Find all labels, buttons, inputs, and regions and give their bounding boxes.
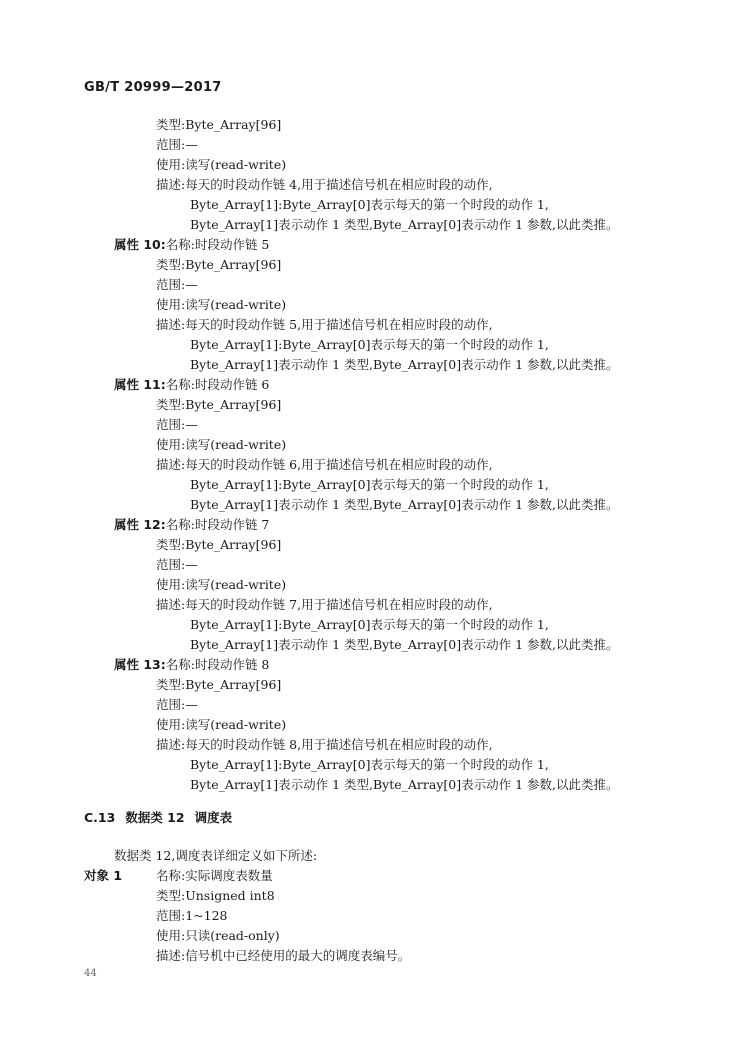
attr12-type: 类型:Byte_Array[96] xyxy=(156,537,282,552)
attr11-desc-line2: Byte_Array[1]:Byte_Array[0]表示每天的第一个时段的动作 1, xyxy=(190,477,549,492)
attr10-label: 属性 10: xyxy=(114,237,166,252)
section-number: C.13 xyxy=(84,810,116,825)
attr12-desc: 描述:每天的时段动作链 7,用于描述信号机在相应时段的动作, xyxy=(156,597,493,612)
attr13-label: 属性 13: xyxy=(114,657,166,672)
standard-header: GB/T 20999—2017 xyxy=(84,80,222,95)
object1-type: 类型:Unsigned int8 xyxy=(156,888,275,903)
attr10-type: 类型:Byte_Array[96] xyxy=(156,257,282,272)
attr13-type: 类型:Byte_Array[96] xyxy=(156,677,282,692)
page-number: 44 xyxy=(84,968,97,979)
attr10-desc-line2: Byte_Array[1]:Byte_Array[0]表示每天的第一个时段的动作 1, xyxy=(190,337,549,352)
attr12-label: 属性 12: xyxy=(114,517,166,532)
attr9-desc-line2: Byte_Array[1]:Byte_Array[0]表示每天的第一个时段的动作 1, xyxy=(190,197,549,212)
attr9-desc: 描述:每天的时段动作链 4,用于描述信号机在相应时段的动作, xyxy=(156,177,493,192)
attr10-desc: 描述:每天的时段动作链 5,用于描述信号机在相应时段的动作, xyxy=(156,317,493,332)
object1-name: 名称:实际调度表数量 xyxy=(156,868,273,883)
attr9-desc-line3: Byte_Array[1]表示动作 1 类型,Byte_Array[0]表示动作 1 参数,以此类推。 xyxy=(190,217,619,232)
attr11-heading xyxy=(114,377,269,393)
attr13-usage: 使用:读写(read-write) xyxy=(156,717,287,732)
attr13-desc: 描述:每天的时段动作链 8,用于描述信号机在相应时段的动作, xyxy=(156,737,493,752)
attr13-heading xyxy=(114,657,269,673)
section-name: 数据类 12 xyxy=(125,810,185,825)
object1-usage: 使用:只读(read-only) xyxy=(156,928,280,943)
attr12-desc-line2: Byte_Array[1]:Byte_Array[0]表示每天的第一个时段的动作 1, xyxy=(190,617,549,632)
attr12-desc-line3: Byte_Array[1]表示动作 1 类型,Byte_Array[0]表示动作 1 参数,以此类推。 xyxy=(190,637,619,652)
object1-label: 对象 1 xyxy=(84,868,123,883)
attr11-desc: 描述:每天的时段动作链 6,用于描述信号机在相应时段的动作, xyxy=(156,457,493,472)
attr11-label: 属性 11: xyxy=(114,377,166,392)
attr12-usage: 使用:读写(read-write) xyxy=(156,577,287,592)
attr11-range: 范围:— xyxy=(156,417,198,432)
attr11-desc-line3: Byte_Array[1]表示动作 1 类型,Byte_Array[0]表示动作 1 参数,以此类推。 xyxy=(190,497,619,512)
attr13-range: 范围:— xyxy=(156,697,198,712)
attr10-name: 名称:时段动作链 5 xyxy=(165,237,270,252)
attr9-range: 范围:— xyxy=(156,137,198,152)
attr11-name: 名称:时段动作链 6 xyxy=(165,377,270,392)
attr12-name: 名称:时段动作链 7 xyxy=(165,517,270,532)
attr13-desc-line2: Byte_Array[1]:Byte_Array[0]表示每天的第一个时段的动作 1, xyxy=(190,757,549,772)
attr12-range: 范围:— xyxy=(156,557,198,572)
section-intro: 数据类 12,调度表详细定义如下所述: xyxy=(114,848,318,863)
attr11-type: 类型:Byte_Array[96] xyxy=(156,397,282,412)
attr10-range: 范围:— xyxy=(156,277,198,292)
attr9-usage: 使用:读写(read-write) xyxy=(156,157,287,172)
attr13-desc-line3: Byte_Array[1]表示动作 1 类型,Byte_Array[0]表示动作 1 参数,以此类推。 xyxy=(190,777,619,792)
attr10-heading xyxy=(114,237,269,253)
attr10-desc-line3: Byte_Array[1]表示动作 1 类型,Byte_Array[0]表示动作 1 参数,以此类推。 xyxy=(190,357,619,372)
attr12-heading xyxy=(114,517,269,533)
attr13-name: 名称:时段动作链 8 xyxy=(165,657,270,672)
object1-desc: 描述:信号机中已经使用的最大的调度表编号。 xyxy=(156,948,411,963)
object1-range: 范围:1~128 xyxy=(156,908,228,923)
section-heading xyxy=(84,808,242,826)
attr11-usage: 使用:读写(read-write) xyxy=(156,437,287,452)
section-title: 调度表 xyxy=(194,810,233,825)
attr9-type: 类型:Byte_Array[96] xyxy=(156,117,282,132)
attr10-usage: 使用:读写(read-write) xyxy=(156,297,287,312)
